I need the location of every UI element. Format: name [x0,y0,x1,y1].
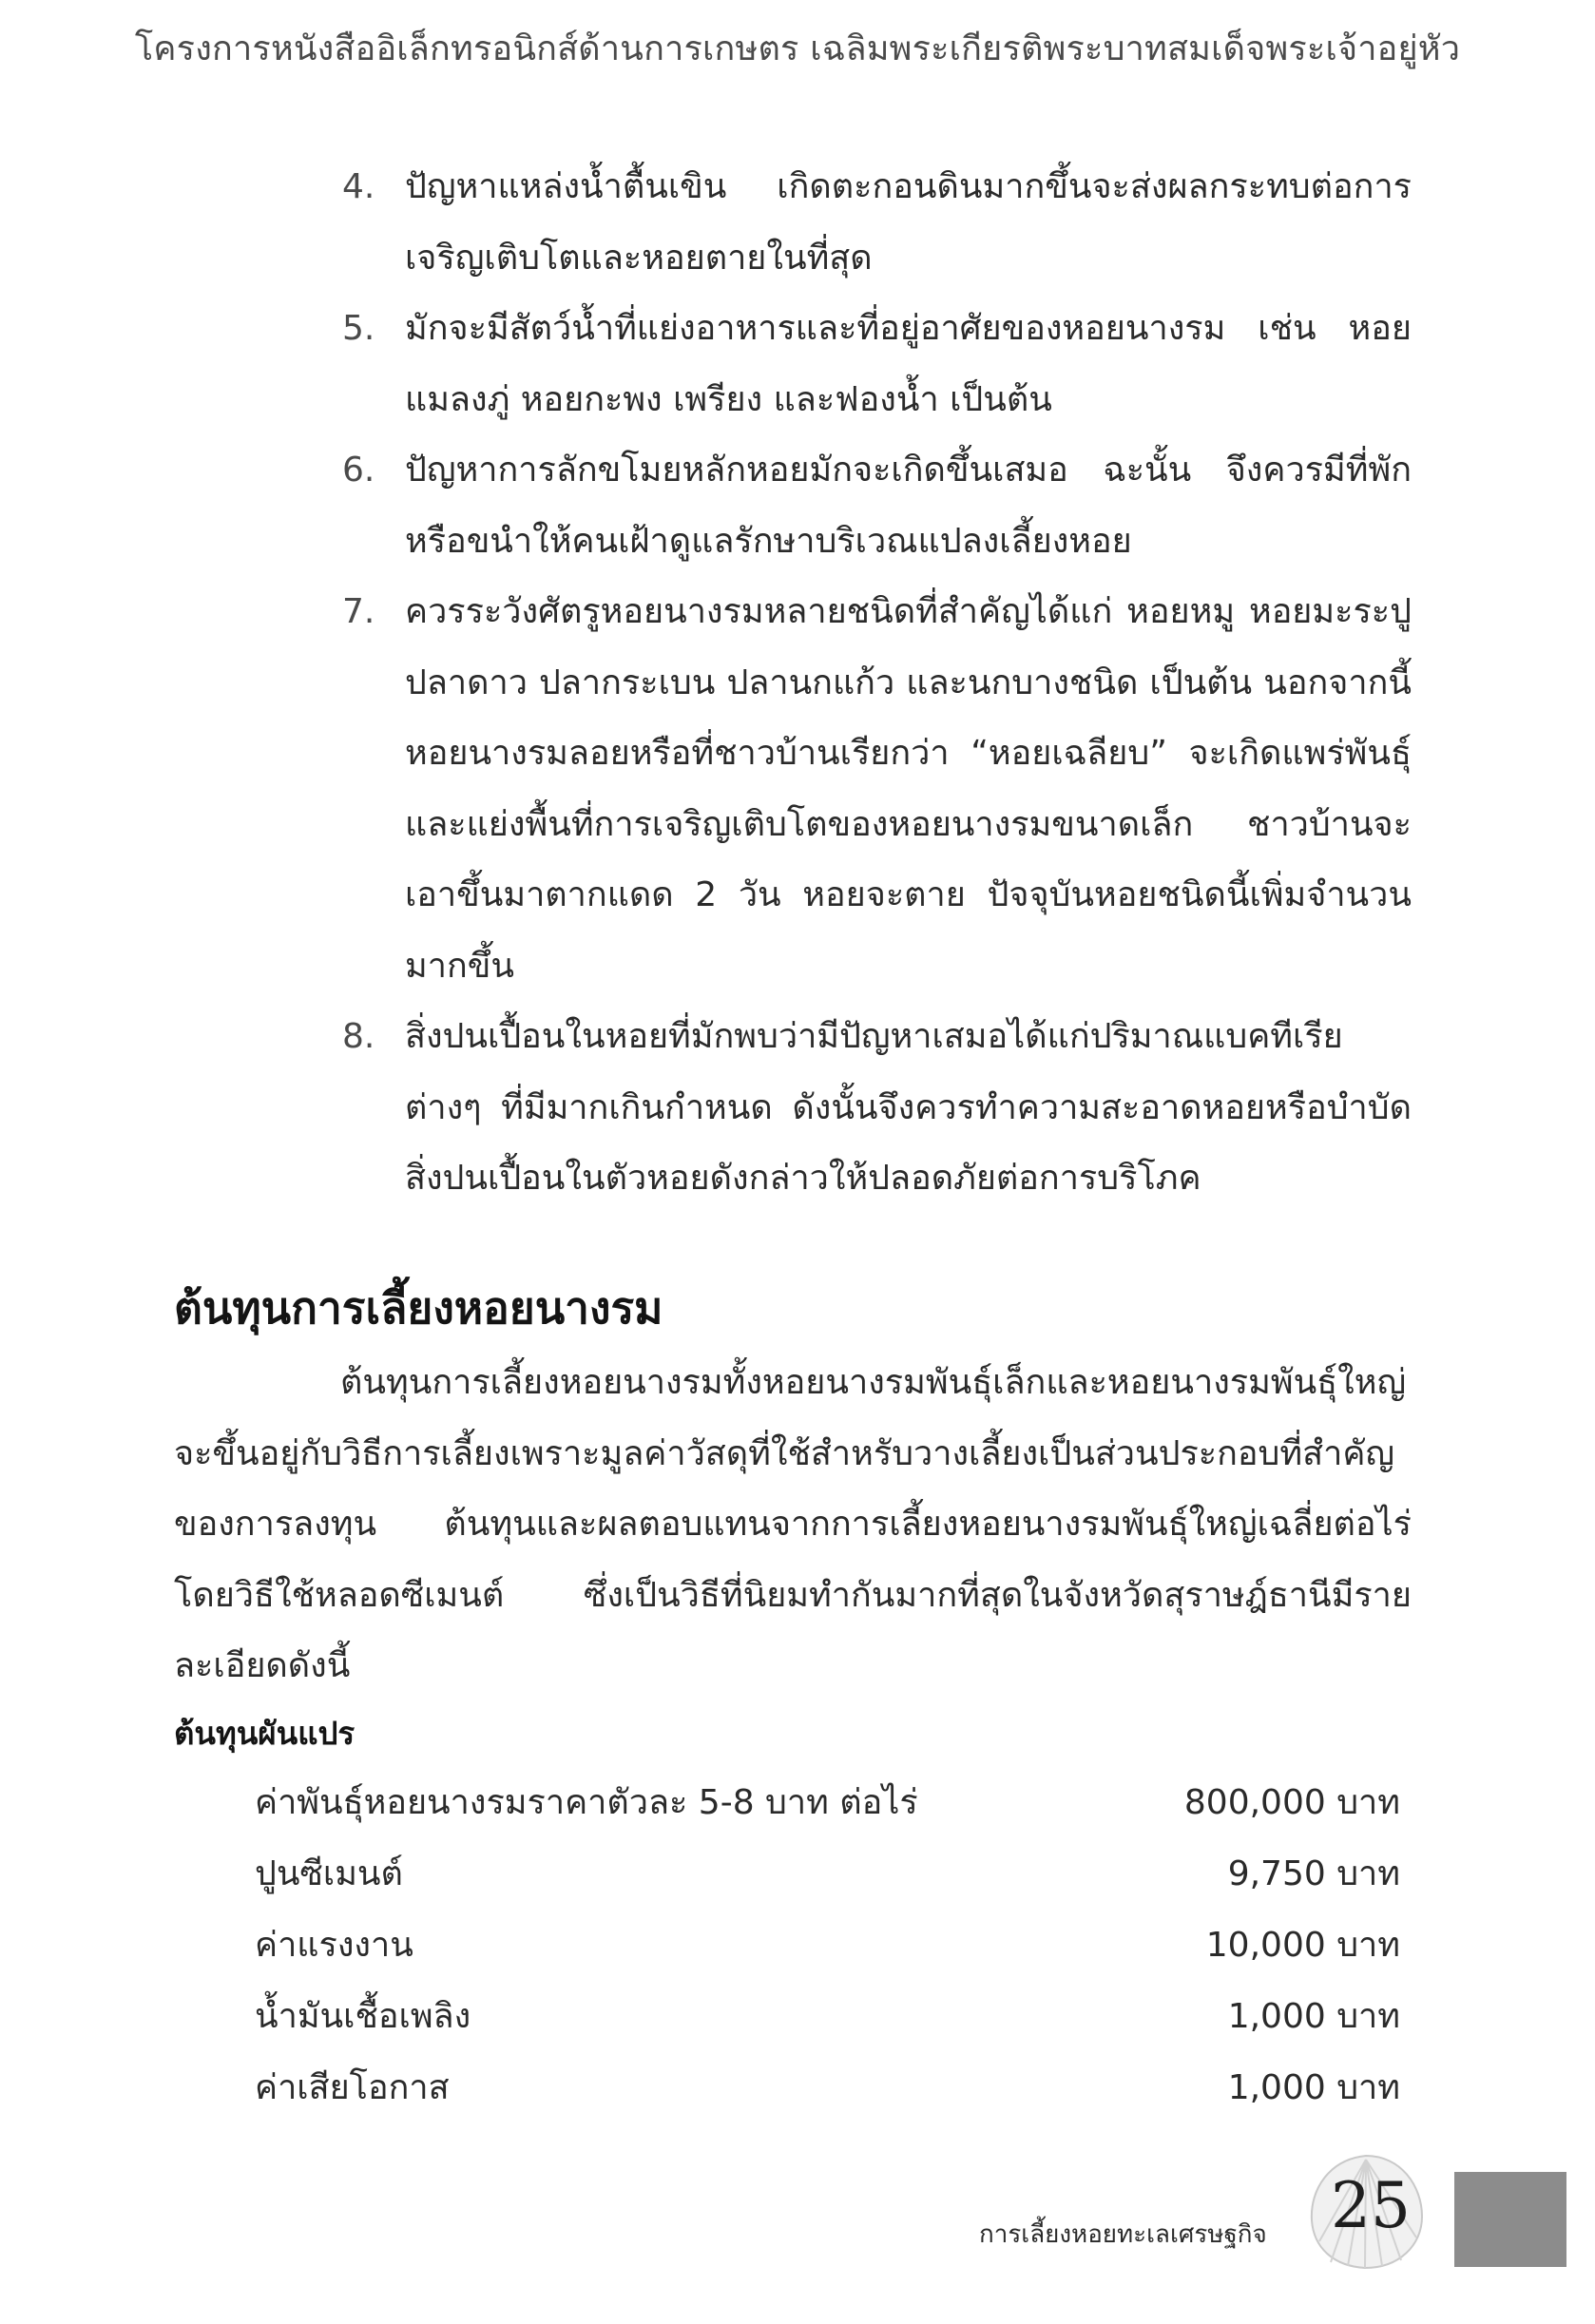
list-item [342,1002,1412,1215]
list-item-number: 4. [342,167,375,206]
list-item [342,152,1412,294]
problem-list [342,152,1412,1215]
variable-cost-heading: ต้นทุนผันแปร [174,1715,356,1752]
table-row [255,1766,1400,1837]
section-title: ต้นทุนการเลี้ยงหอยนางรม [174,1282,663,1334]
running-header: โครงการหนังสืออิเล็กทรอนิกส์ด้านการเกษตร เฉลิมพระเกียรติพระบาทสมเด็จพระเจ้าอยู่หัว [134,29,1461,68]
footer-book-title: การเลี้ยงหอยทะเลเศรษฐกิจ [979,2220,1267,2249]
cost-item: ปูนซีเมนต์ [255,1854,403,1893]
cost-amount: 1,000 บาท [1227,2068,1400,2107]
list-item-number: 5. [342,309,375,348]
list-item [342,294,1412,435]
list-item-number: 7. [342,592,375,631]
list-item-text: สิ่งปนเปื้อนในหอยที่มักพบว่ามีปัญหาเสมอได้แก่ปริมาณแบคทีเรียต่างๆ ที่มีมากเกินกำหนด ดังนั้นจึงควรทำความสะอาดหอยหรือบำบัดสิ่งปนเปื้อนในตัวหอยดังกล่าวให้ปลอดภัยต่อการบริโภค [405,1017,1412,1198]
list-item-number: 8. [342,1017,375,1056]
cost-amount: 800,000 บาท [1183,1783,1400,1822]
table-row [255,1837,1400,1909]
cost-item: น้ำมันเชื้อเพลิง [255,1997,471,2036]
list-item-text: มักจะมีสัตว์น้ำที่แย่งอาหารและที่อยู่อาศัยของหอยนางรม เช่น หอยแมลงภู่ หอยกะพง เพรียง และฟองน้ำ เป็นต้น [405,309,1412,419]
cost-amount: 1,000 บาท [1227,1997,1400,2036]
list-item-text: ควรระวังศัตรูหอยนางรมหลายชนิดที่สำคัญได้แก่ หอยหมู หอยมะระปู ปลาดาว ปลากระเบน ปลานกแก้ว และนกบางชนิด เป็นต้น นอกจากนี้หอยนางรมลอยหรือที่ชาวบ้านเรียกว่า “หอยเฉลียบ” จะเกิดแพร่พันธุ์และแย่งพื้นที่การเจริญเติบโตของหอยนางรมขนาดเล็ก ชาวบ้านจะเอาขึ้นมาตากแดด 2 วัน หอยจะตาย ปัจจุบันหอยชนิดนี้เพิ่มจำนวนมากขึ้น [405,592,1412,986]
cost-amount: 10,000 บาท [1205,1926,1400,1965]
cost-item: ค่าเสียโอกาส [255,2068,450,2107]
cost-amount: 9,750 บาท [1227,1854,1400,1893]
table-row [255,1980,1400,2051]
cost-table [255,1766,1400,2122]
cost-item: ค่าแรงงาน [255,1926,413,1965]
page-number: 25 [1331,2169,1411,2242]
table-row [255,1909,1400,1980]
page-edge-tab [1454,2172,1566,2267]
body-paragraph: ต้นทุนการเลี้ยงหอยนางรมทั้งหอยนางรมพันธุ์เล็กและหอยนางรมพันธุ์ใหญ่จะขึ้นอยู่กับวิธีการเลี้ยงเพราะมูลค่าวัสดุที่ใช้สำหรับวางเลี้ยงเป็นส่วนประกอบที่สำคัญของการลงทุน ต้นทุนและผลตอบแทนจากการเลี้ยงหอยนางรมพันธุ์ใหญ่เฉลี่ยต่อไร่โดยวิธีใช้หลอดซีเมนต์ ซึ่งเป็นวิธีที่นิยมทำกันมากที่สุดในจังหวัดสุราษฎ์ธานีมีรายละเอียดดังนี้ [174,1363,1412,1685]
cost-item: ค่าพันธุ์หอยนางรมราคาตัวละ 5-8 บาท ต่อไร่ [255,1783,918,1822]
list-item-text: ปัญหาแหล่งน้ำตื้นเขิน เกิดตะกอนดินมากขึ้นจะส่งผลกระทบต่อการเจริญเติบโตและหอยตายในที่สุด [405,167,1412,278]
list-item-number: 6. [342,451,375,490]
table-row [255,2051,1400,2122]
list-item [342,577,1412,1002]
list-item [342,435,1412,577]
list-item-text: ปัญหาการลักขโมยหลักหอยมักจะเกิดขึ้นเสมอ ฉะนั้น จึงควรมีที่พักหรือขนำให้คนเฝ้าดูแลรักษาบริเวณแปลงเลี้ยงหอย [405,451,1412,561]
